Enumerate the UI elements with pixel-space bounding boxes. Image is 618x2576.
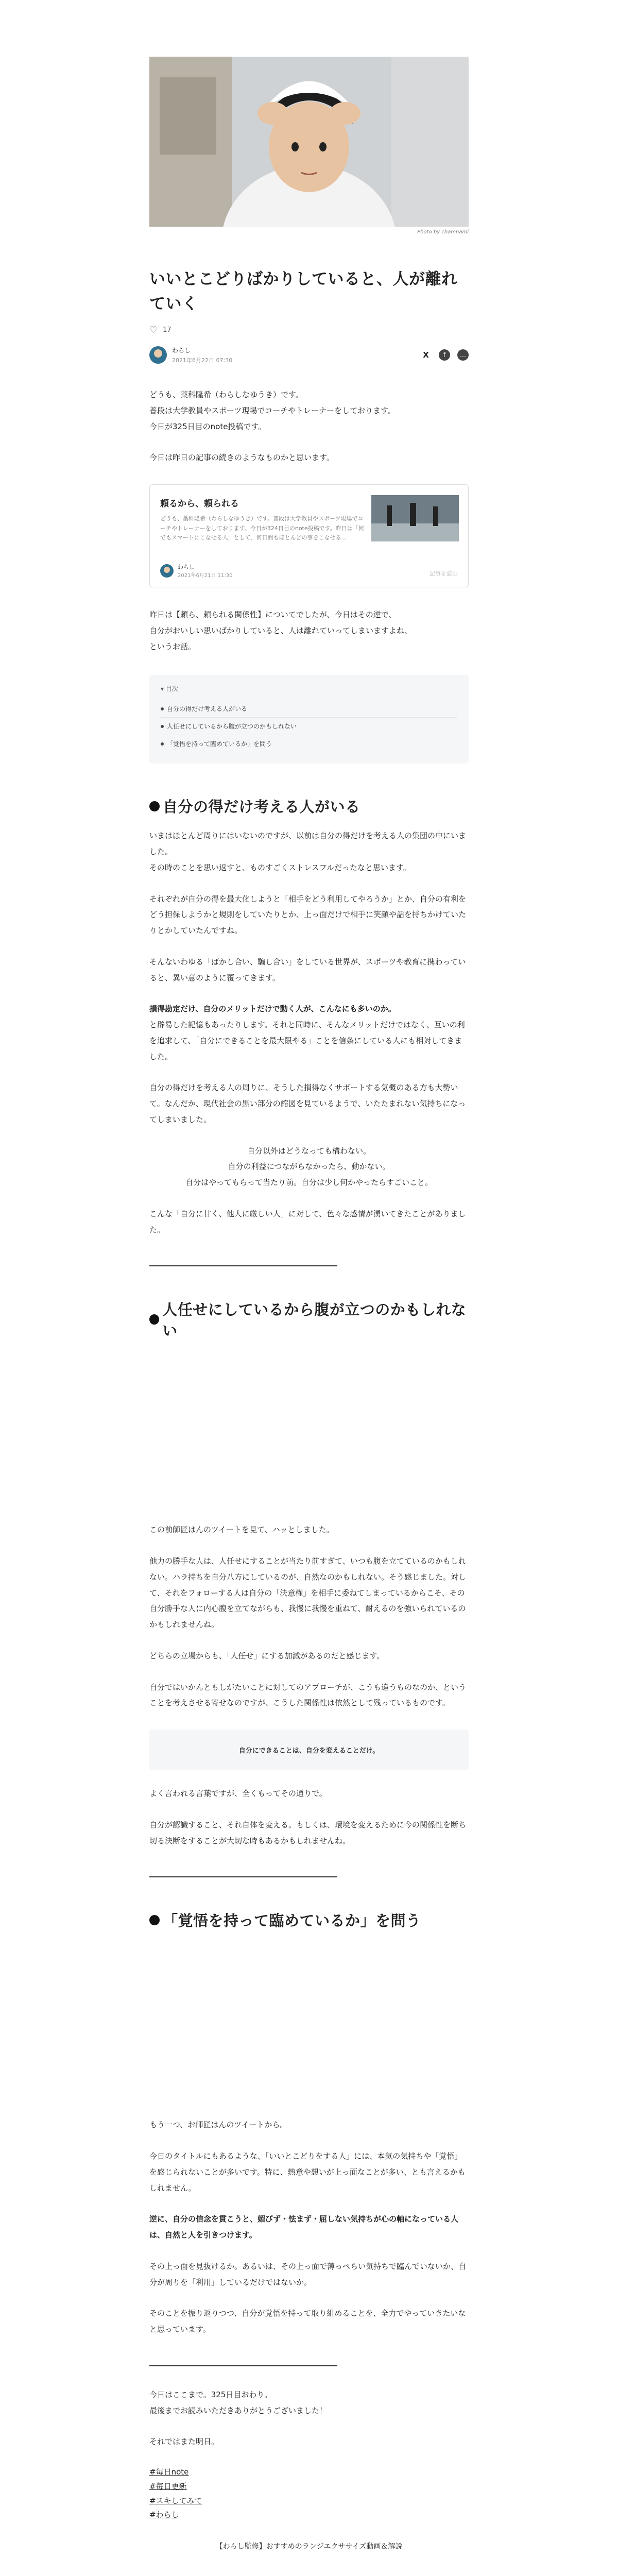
highlight-quote: 自分にできることは、自分を変えることだけ。 bbox=[149, 1730, 469, 1770]
text-line: 自分以外はどうなっても構わない。 bbox=[247, 1146, 371, 1156]
embed-read-button[interactable]: 記事を読む bbox=[430, 570, 458, 578]
hashtag-link[interactable]: #毎日更新 bbox=[149, 2481, 187, 2491]
embed-photo-icon bbox=[371, 495, 459, 541]
share-buttons bbox=[420, 349, 469, 361]
hashtag-link[interactable]: #毎日note bbox=[149, 2467, 189, 2477]
toc-item[interactable] bbox=[161, 718, 457, 735]
text-line: 昨日は【頼ら、頼られる関係性】についてでしたが、今日はその逆で、 bbox=[149, 610, 397, 620]
paragraph: その上っ面を見抜けるか。あるいは、その上っ面で薄っぺらい気持ちで臨んでいないか、自分が周りを「利用」しているだけではないか。 bbox=[149, 2261, 466, 2287]
embed-thumbnail bbox=[371, 495, 459, 541]
bold-text: 損得勘定だけ、自分のメリットだけで動く人が、こんなにも多いのか。 bbox=[149, 1004, 396, 1014]
avatar bbox=[160, 564, 174, 578]
toc-header[interactable] bbox=[161, 684, 457, 693]
centered-paragraph bbox=[149, 1143, 469, 1191]
intro-line: 普段は大学教員やスポーツ現場でコーチやトレーナーをしております。 bbox=[149, 405, 396, 415]
embedded-tweet-placeholder bbox=[149, 1341, 469, 1511]
more-menu-icon[interactable]: … bbox=[457, 349, 469, 361]
bullet-icon bbox=[149, 1915, 160, 1925]
embed-card[interactable] bbox=[149, 484, 469, 587]
text-line: と辟易した記憶もあったりします。それと同時に、そんなメリットだけではなく、互いの利を追求して、「自分にできることを最大限やる」ことを信条にしている人にも相対してきました。 bbox=[149, 1020, 465, 1061]
paragraph: よく言われる言葉ですが、全くもってその通りで。 bbox=[149, 1789, 327, 1799]
hero-image bbox=[149, 57, 469, 227]
paragraph: 今日のタイトルにもあるような、「いいとこどりをする人」には、本気の気持ちや「覚悟」を感じられないことが多いです。特に、熱意や想いが上っ面なことが多い、とも言えるかもしれません。 bbox=[149, 2151, 466, 2193]
paragraph: この前師匠はんのツイートを見て、ハッとしました。 bbox=[149, 1525, 334, 1535]
divider bbox=[149, 1265, 337, 1266]
toc-toggle-icon[interactable]: ▾ bbox=[161, 685, 166, 693]
hashtag-list bbox=[149, 2465, 469, 2522]
x-share-icon[interactable]: X bbox=[423, 350, 429, 360]
intro-paragraph bbox=[149, 387, 469, 434]
hashtag-link[interactable]: #わらし bbox=[149, 2510, 179, 2520]
section-heading bbox=[149, 795, 469, 817]
bullet-icon bbox=[161, 725, 164, 728]
intro-line: どうも、薬科隆希（わらしなゆうき）です。 bbox=[149, 390, 303, 400]
text-line: 自分がおいしい思いばかりしていると、人は離れていってしまいますよね、 bbox=[149, 625, 413, 635]
section-heading-label: 自分の得だけ考える人がいる bbox=[163, 798, 360, 816]
embed-author-name: わらし bbox=[178, 564, 195, 571]
section-heading bbox=[149, 1909, 469, 1930]
paragraph bbox=[149, 2211, 469, 2243]
section-heading-label: 人任せにしているから腹が立つのかもしれない bbox=[162, 1301, 467, 1340]
heart-icon[interactable]: ♡ bbox=[149, 325, 158, 336]
toc-item-label[interactable]: 人任せにしているから腹が立つのかもしれない bbox=[167, 723, 297, 731]
embed-description: どうも、藁科隆希（わらしなゆうき）です。普段は大学教員やスポーツ現場でコーチやトレーナーをしております。今日が324日目のnote投稿です。昨日は「何でもスマートにこなせる人」として、何日間もほとんどの事をこなせる… bbox=[160, 515, 364, 541]
embed-title[interactable]: 頼るから、頼られる bbox=[160, 499, 239, 510]
section-heading bbox=[149, 1298, 469, 1341]
intro-line: 今日が325日目のnote投稿です。 bbox=[149, 421, 266, 431]
table-of-contents bbox=[149, 675, 469, 764]
toc-item-label[interactable]: 自分の得だけ考える人がいる bbox=[167, 705, 248, 713]
text-line: 自分はやってもらって当たり前。自分は少し何かやったらすごいこと。 bbox=[185, 1178, 433, 1188]
paragraph: どちらの立場からも、「人任せ」にする加減があるのだと感じます。 bbox=[149, 1651, 385, 1660]
text-line: 最後までお読みいただきありがとうございました！ bbox=[149, 2405, 328, 2415]
embed-author bbox=[160, 563, 233, 579]
like-count: 17 bbox=[163, 326, 171, 334]
text-line: というお話。 bbox=[149, 641, 196, 651]
article-title: いいとこどりばかりしていると、人が離れていく bbox=[149, 270, 458, 314]
hero-photo-icon bbox=[149, 57, 469, 227]
paragraph: そのことを振り返りつつ、自分が覚悟を持って取り組めることを、全力でやっていきたいなと思っています。 bbox=[149, 2309, 466, 2334]
paragraph bbox=[149, 828, 469, 875]
toc-item[interactable] bbox=[161, 735, 457, 752]
text-line: 自分の利益につながらなかったら、動かない。 bbox=[228, 1162, 390, 1172]
author-block[interactable] bbox=[149, 346, 232, 364]
bullet-icon bbox=[161, 742, 164, 745]
publish-date: 2021年6月22日 07:30 bbox=[172, 357, 233, 364]
text-line: その時のことを思い返すと、ものすごくストレスフルだったなと思います。 bbox=[149, 862, 411, 872]
paragraph: 自分の得だけを考える人の周りに、そうした損得なくサポートする気概のある方も大勢いて。なんだか、現代社会の黒い部分の縮図を見ているようで、いたたまれない気持ちになってしまいました。 bbox=[149, 1083, 466, 1124]
embedded-tweet-placeholder bbox=[149, 1930, 469, 2106]
divider bbox=[149, 1876, 337, 1877]
author-row bbox=[149, 346, 469, 364]
toc-item[interactable] bbox=[161, 700, 457, 718]
paragraph: 自分が認識すること、それ自体を変える。もしくは、環境を変えるために今の関係性を断ち切る決断をすることが大切な時もあるかもしれませんね。 bbox=[149, 1820, 467, 1845]
paragraph: もう一つ、お師匠はんのツイートから。 bbox=[149, 2120, 288, 2130]
author-name[interactable]: わらし bbox=[172, 347, 191, 354]
after-embed-paragraph bbox=[149, 607, 469, 654]
article bbox=[149, 57, 469, 2551]
recommended-link[interactable]: 【わらし監修】おすすめのランジエクササイズ動画＆解説 bbox=[215, 2543, 403, 2551]
embed-date: 2021年6月21日 11:30 bbox=[178, 573, 233, 579]
bullet-icon bbox=[161, 707, 164, 710]
divider bbox=[149, 2365, 337, 2366]
paragraph: それぞれが自分の得を最大化しようと「相手をどう利用してやろうか」とか、自分の有利をどう担保しようかと規則をしていたりとか、上っ面だけで相手に笑顔や話を持ちかけていたりとかしていたんですね。 bbox=[149, 894, 467, 936]
photo-credit[interactable]: Photo by chamnami bbox=[417, 229, 469, 235]
text-line: 今日はここまで。325日目おわり。 bbox=[149, 2389, 272, 2399]
avatar[interactable] bbox=[149, 346, 167, 364]
paragraph: 自分ではいかんともしがたいことに対してのアプローチが、こうも違うものなのか、ということを考えさせる寄せなのですが、こうした関係性は依然として残っているものです。 bbox=[149, 1682, 467, 1708]
toc-item-label[interactable]: 「覚悟を持って臨めているか」を問う bbox=[167, 740, 272, 748]
bold-text: 逆に、自分の信念を貫こうと、媚びず・怯まず・屈しない気持ちが心の軸になっている人は、自然と人を引きつけます。 bbox=[149, 2214, 459, 2240]
section-heading-label: 「覚悟を持って臨めているか」を問う bbox=[163, 1912, 421, 1930]
bullet-icon bbox=[149, 801, 160, 811]
text-line: いまはほとんど周りにはいないのですが、以前は自分の得だけを考える人の集団の中にいました。 bbox=[149, 831, 467, 857]
intro-paragraph-2: 今日は昨日の記事の続きのようなものかと思います。 bbox=[149, 453, 334, 463]
outro-paragraph: それではまた明日。 bbox=[149, 2437, 219, 2447]
bullet-icon bbox=[149, 1314, 159, 1325]
paragraph: そんないわゆる「ばかし合い、騙し合い」をしている世界が、スポーツや教育に携わっていると、異い意のように覆ってきます。 bbox=[149, 957, 466, 982]
hashtag-link[interactable]: #スキしてみて bbox=[149, 2496, 202, 2505]
toc-header-label: 目次 bbox=[165, 685, 178, 693]
paragraph: こんな「自分に甘く、他人に厳しい人」に対して、色々な感情が湧いてきたことがありました。 bbox=[149, 1209, 466, 1234]
outro-paragraph bbox=[149, 2387, 469, 2419]
paragraph bbox=[149, 1001, 469, 1064]
like-row bbox=[149, 325, 469, 335]
paragraph: 他力の勝手な人は、人任せにすることが当たり前すぎて、いつも腹を立てているのかもしれない。ハラ持ちを自分八方にしているのが、自然なのかもしれない。そう感じました。対して、それをフォローする人は自分の「決意権」を相手に委ねてしまっているからこそ、その自分勝手な人に内心腹を立てながらも、我慢に我慢を重ねて、耐えるのを強いられているのかもしれませんね。 bbox=[149, 1556, 467, 1630]
facebook-share-icon[interactable]: f bbox=[439, 349, 450, 361]
